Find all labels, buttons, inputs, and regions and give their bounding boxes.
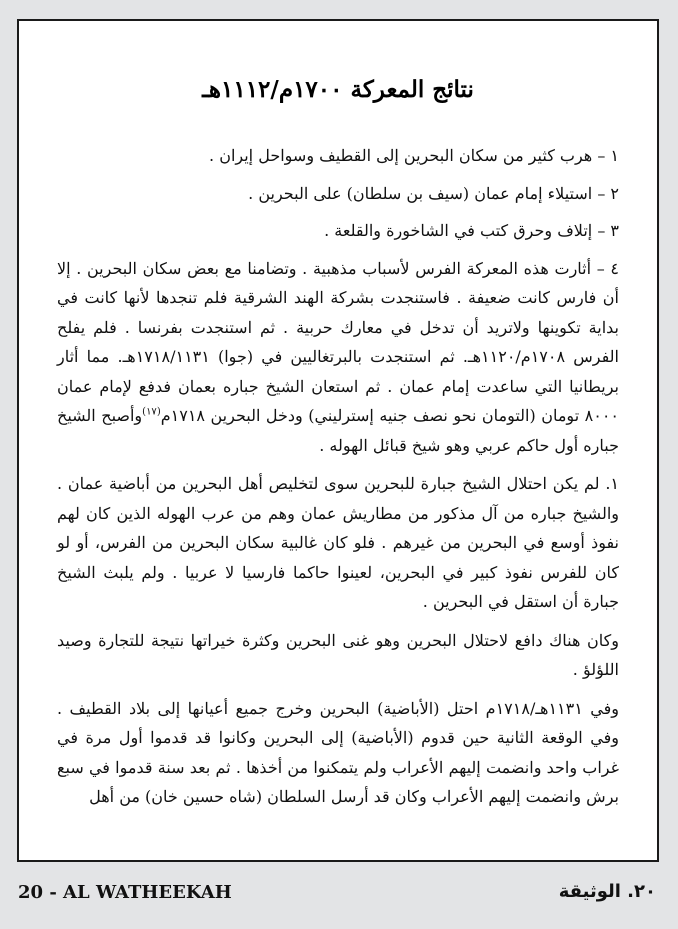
list-item-4 <box>57 254 619 461</box>
article-body <box>57 141 619 812</box>
note-paragraph: ١. لم يكن احتلال الشيخ جبارة للبحرين سوى لتخليص أهل البحرين من أباضية عمان . والشيخ جباره من آل مذكور من مطاريش عمان وهم من عرب الهوله الذين كان لهم نفوذ أوسع في البحرين من غيرهم . فلو كان غالبية سكان البحرين من الفرس، أو لو كان للفرس نفوذ كبير في البحرين، لعينوا حاكما فارسيا لا عربيا . ولم يلبث الشيخ جبارة أن استقل في البحرين . <box>57 474 619 611</box>
list-item-3: ٣ – إتلاف وحرق كتب في الشاخورة والقلعة . <box>324 221 619 240</box>
history-paragraph: وفي ١١٣١هـ/١٧١٨م احتل (الأباضية) البحرين وخرج جميع أعيانها إلى بلاد القطيف . وفي الوقعة الثانية حين قدوم (الأباضية) إلى البحرين وكانوا قد قدموا أول مرة في غراب واحد وانضمت إليهم الأعراب ولم يتمكنوا من أخذها . ثم بعد سنة قدموا في سبع برش وانضمت إليهم الأعراب وكان قد أرسل السلطان (شاه حسين خان) من أهل <box>57 698 619 806</box>
page-frame <box>17 19 659 862</box>
list-item-4-tail: وأصبح الشيخ جباره أول حاكم عربي وهو شيخ قبائل الهوله . <box>57 406 619 455</box>
motive-paragraph: وكان هناك دافع لاحتلال البحرين وهو غنى البحرين وكثرة خيراتها نتيجة للتجارة وصيد اللؤلؤ . <box>57 630 619 679</box>
list-item-4-text: ٤ – أثارت هذه المعركة الفرس لأسباب مذهبية . وتضامنا مع بعض سكان البحرين . إلا أن فارس كانت ضعيفة . فاستنجدت بشركة الهند الشرقية فلم تنجدها لأنها كانت في بداية تكوينها ولاتريد أن تدخل في معارك حربية . ثم استنجدت بفرنسا . فلم يفلح الفرس ١٧٠٨م/١١٢٠هـ. ثم استنجدت بالبرتغاليين في (جوا) ١٧١٨/١١٣١هـ. مما أثار بريطانيا التي ساعدت إمام عمان . ثم استعان الشيخ جباره بعمان فدفع لإمام عمان ٨٠٠٠ تومان (التومان نحو نصف جنيه إسترليني) ودخل البحرين ١٧١٨م <box>57 258 620 425</box>
list-item-2: ٢ – استيلاء إمام عمان (سيف بن سلطان) على البحرين . <box>248 183 619 203</box>
page-title: نتائج المعركة ١٧٠٠م/١١١٢هـ <box>202 76 474 103</box>
footer-page-number: ٢٠. الوثيقة <box>558 881 656 902</box>
list-item-1: ١ – هرب كثير من سكان البحرين إلى القطيف وسواحل إيران . <box>209 146 619 165</box>
footnote-ref: (١٧) <box>142 406 161 418</box>
footer-journal-name: 20 - AL WATHEEKAH <box>18 882 232 903</box>
